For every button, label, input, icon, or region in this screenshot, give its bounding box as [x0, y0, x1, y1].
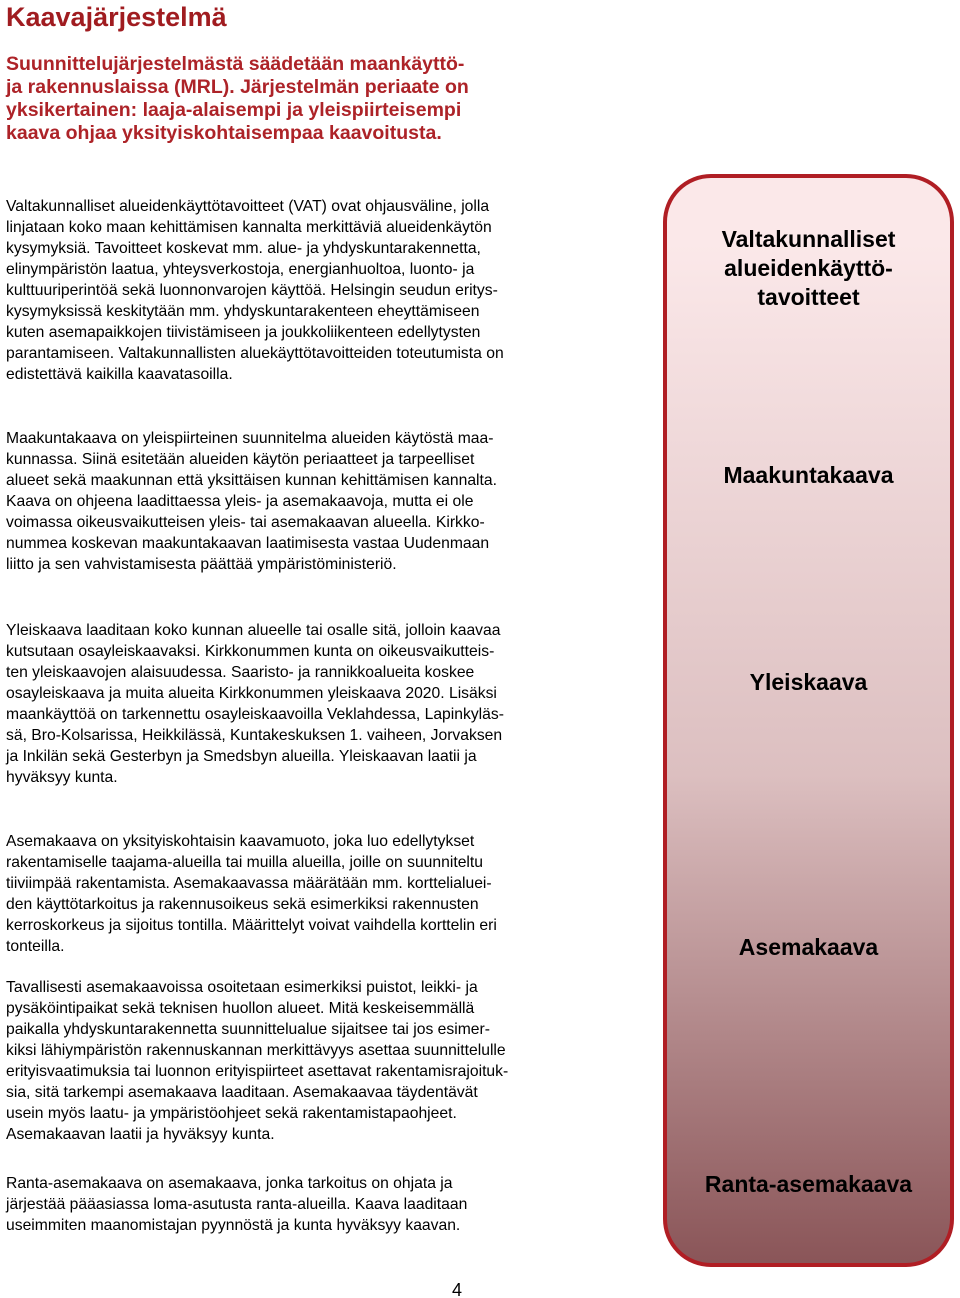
text-line: liitto ja sen vahvistamisesta päättää ympäristöministeriö.: [6, 556, 397, 573]
text-line: kysymyksissä keskitytään mm. yhdyskuntarakenteen eheyttämiseen: [6, 303, 480, 320]
text-line: hyväksyy kunta.: [6, 769, 118, 786]
text-line: nummea koskevan maakuntakaavan laatimisesta vastaa Uudenmaan: [6, 535, 490, 552]
text-line: kuten asemapaikkojen tiivistämiseen ja joukkoliikenteen edellytysten: [6, 324, 481, 341]
intro-line: kaava ohjaa yksityiskohtaisempaa kaavoitusta.: [6, 122, 442, 144]
text-line: linjataan koko maan kehittämisen kannalta merkittäviä alueidenkäytön: [6, 219, 492, 236]
text-line: den käyttötarkoitus ja rakennusoikeus sekä esimerkiksi rakennusten: [6, 896, 479, 913]
text-line: kunnassa. Siinä esitetään alueiden käytön periaatteet ja tarpeelliset: [6, 451, 475, 468]
side-label-line: Valtakunnalliset: [721, 226, 896, 252]
text-line: elinympäristön laatua, yhteysverkostoja, energianhuoltoa, luonto- ja: [6, 261, 475, 278]
text-line: ten yleiskaavojen alaisuudessa. Saaristo- ja rannikkoalueita koskee: [6, 664, 475, 681]
text-line: rakentamiselle taajama-alueilla tai muilla alueilla, joille on suunniteltu: [6, 854, 483, 871]
side-label-vat: [666, 225, 951, 312]
intro-line: Suunnittelujärjestelmästä säädetään maankäyttö-: [6, 53, 465, 75]
page-title: Kaavajärjestelmä: [6, 2, 227, 32]
text-line: parantamiseen. Valtakunnallisten aluekäyttötavoitteiden toteutumista on: [6, 345, 504, 362]
text-line: kutsutaan osayleiskaavaksi. Kirkkonummen kunta on oikeusvaikutteis-: [6, 643, 495, 660]
side-label-ranta-asemakaava: Ranta-asemakaava: [704, 1171, 913, 1197]
side-label-line: tavoitteet: [757, 284, 860, 310]
asemakaava-paragraph-1: [6, 831, 596, 957]
text-line: kulttuuriperintöä sekä luonnonvarojen käyttöä. Helsingin seudun eritys-: [6, 282, 498, 299]
text-line: edistettävä kaikilla kaavatasoilla.: [6, 366, 233, 383]
text-line: usein myös laatu- ja ympäristöohjeet sekä rakentamistapaohjeet.: [6, 1105, 457, 1122]
vat-paragraph: [6, 196, 596, 385]
text-line: voimassa oikeusvaikutteisen yleis- tai asemakaavan alueella. Kirkko-: [6, 514, 485, 531]
text-line: osayleiskaava ja muita alueita Kirkkonummen yleiskaava 2020. Lisäksi: [6, 685, 497, 702]
ranta-asemakaava-paragraph: [6, 1173, 596, 1236]
text-line: Asemakaavan laatii ja hyväksyy kunta.: [6, 1126, 275, 1143]
text-line: maankäyttöä on tarkennettu osayleiskaavoilla Veklahdessa, Lapinkyläs-: [6, 706, 504, 723]
text-line: ja Inkilän sekä Gesterbyn ja Smedsbyn alueilla. Yleiskaavan laatii ja: [6, 748, 477, 765]
text-line: Ranta-asemakaava on asemakaava, jonka tarkoitus on ohjata ja: [6, 1175, 453, 1192]
intro-line: yksikertainen: laaja-alaisempi ja yleispiirteisempi: [6, 99, 462, 121]
text-line: Asemakaava on yksityiskohtaisin kaavamuoto, joka luo edellytykset: [6, 833, 475, 850]
text-line: järjestää pääasiassa loma-asutusta ranta-alueilla. Kaava laaditaan: [6, 1196, 468, 1213]
side-label-maakuntakaava: Maakuntakaava: [723, 462, 894, 488]
text-line: sia, sitä tarkempi asemakaava laaditaan. Asemakaavaa täydentävät: [6, 1084, 478, 1101]
text-line: useimmiten maanomistajan pyynnöstä ja kunta hyväksyy kaavan.: [6, 1217, 461, 1234]
plan-hierarchy-panel: [663, 174, 954, 1267]
text-line: alueet sekä maakunnan että yksittäisen kunnan kehittämisen kannalta.: [6, 472, 497, 489]
text-line: tonteilla.: [6, 938, 65, 955]
maakuntakaava-paragraph: [6, 428, 596, 575]
side-label-asemakaava: Asemakaava: [738, 934, 879, 960]
text-line: Yleiskaava laaditaan koko kunnan alueelle tai osalle sitä, jolloin kaavaa: [6, 622, 501, 639]
text-line: sä, Bro-Kolsarissa, Heikkilässä, Kuntakeskuksen 1. vaiheen, Jorvaksen: [6, 727, 503, 744]
side-label-line: alueidenkäyttö-: [724, 255, 893, 281]
text-line: pysäköintipaikat sekä teknisen huollon alueet. Mitä keskeisemmällä: [6, 1000, 475, 1017]
yleiskaava-paragraph: [6, 620, 596, 788]
text-line: paikalla yhdyskuntarakennetta suunnittelualue sijaitsee tai jos esimer-: [6, 1021, 490, 1038]
side-label-yleiskaava: Yleiskaava: [749, 669, 868, 695]
text-line: Maakuntakaava on yleispiirteinen suunnitelma alueiden käytöstä maa-: [6, 430, 494, 447]
text-line: kysymyksiä. Tavoitteet koskevat mm. alue- ja yhdyskuntarakennetta,: [6, 240, 481, 257]
text-line: kerroskorkeus ja sijoitus tontilla. Määrittelyt voivat vaihdella korttelin eri: [6, 917, 497, 934]
text-line: Tavallisesti asemakaavoissa osoitetaan esimerkiksi puistot, leikki- ja: [6, 979, 478, 996]
page-number: 4: [452, 1280, 463, 1298]
text-line: Valtakunnalliset alueidenkäyttötavoitteet (VAT) ovat ohjausväline, jolla: [6, 198, 490, 215]
intro-paragraph: [6, 53, 551, 145]
text-line: Kaava on ohjeena laadittaessa yleis- ja asemakaavoja, mutta ei ole: [6, 493, 474, 510]
text-line: tiiviimpää rakentamista. Asemakaavassa määrätään mm. korttelialuei-: [6, 875, 492, 892]
asemakaava-paragraph-2: [6, 977, 596, 1145]
text-line: kiksi lähiympäristön rakennuskannan merkittävyys asettaa suunnittelulle: [6, 1042, 506, 1059]
intro-line: ja rakennuslaissa (MRL). Järjestelmän periaate on: [6, 76, 469, 98]
text-line: erityisvaatimuksia tai luonnon erityispiirteet asettavat rakentamisrajoituk-: [6, 1063, 509, 1080]
